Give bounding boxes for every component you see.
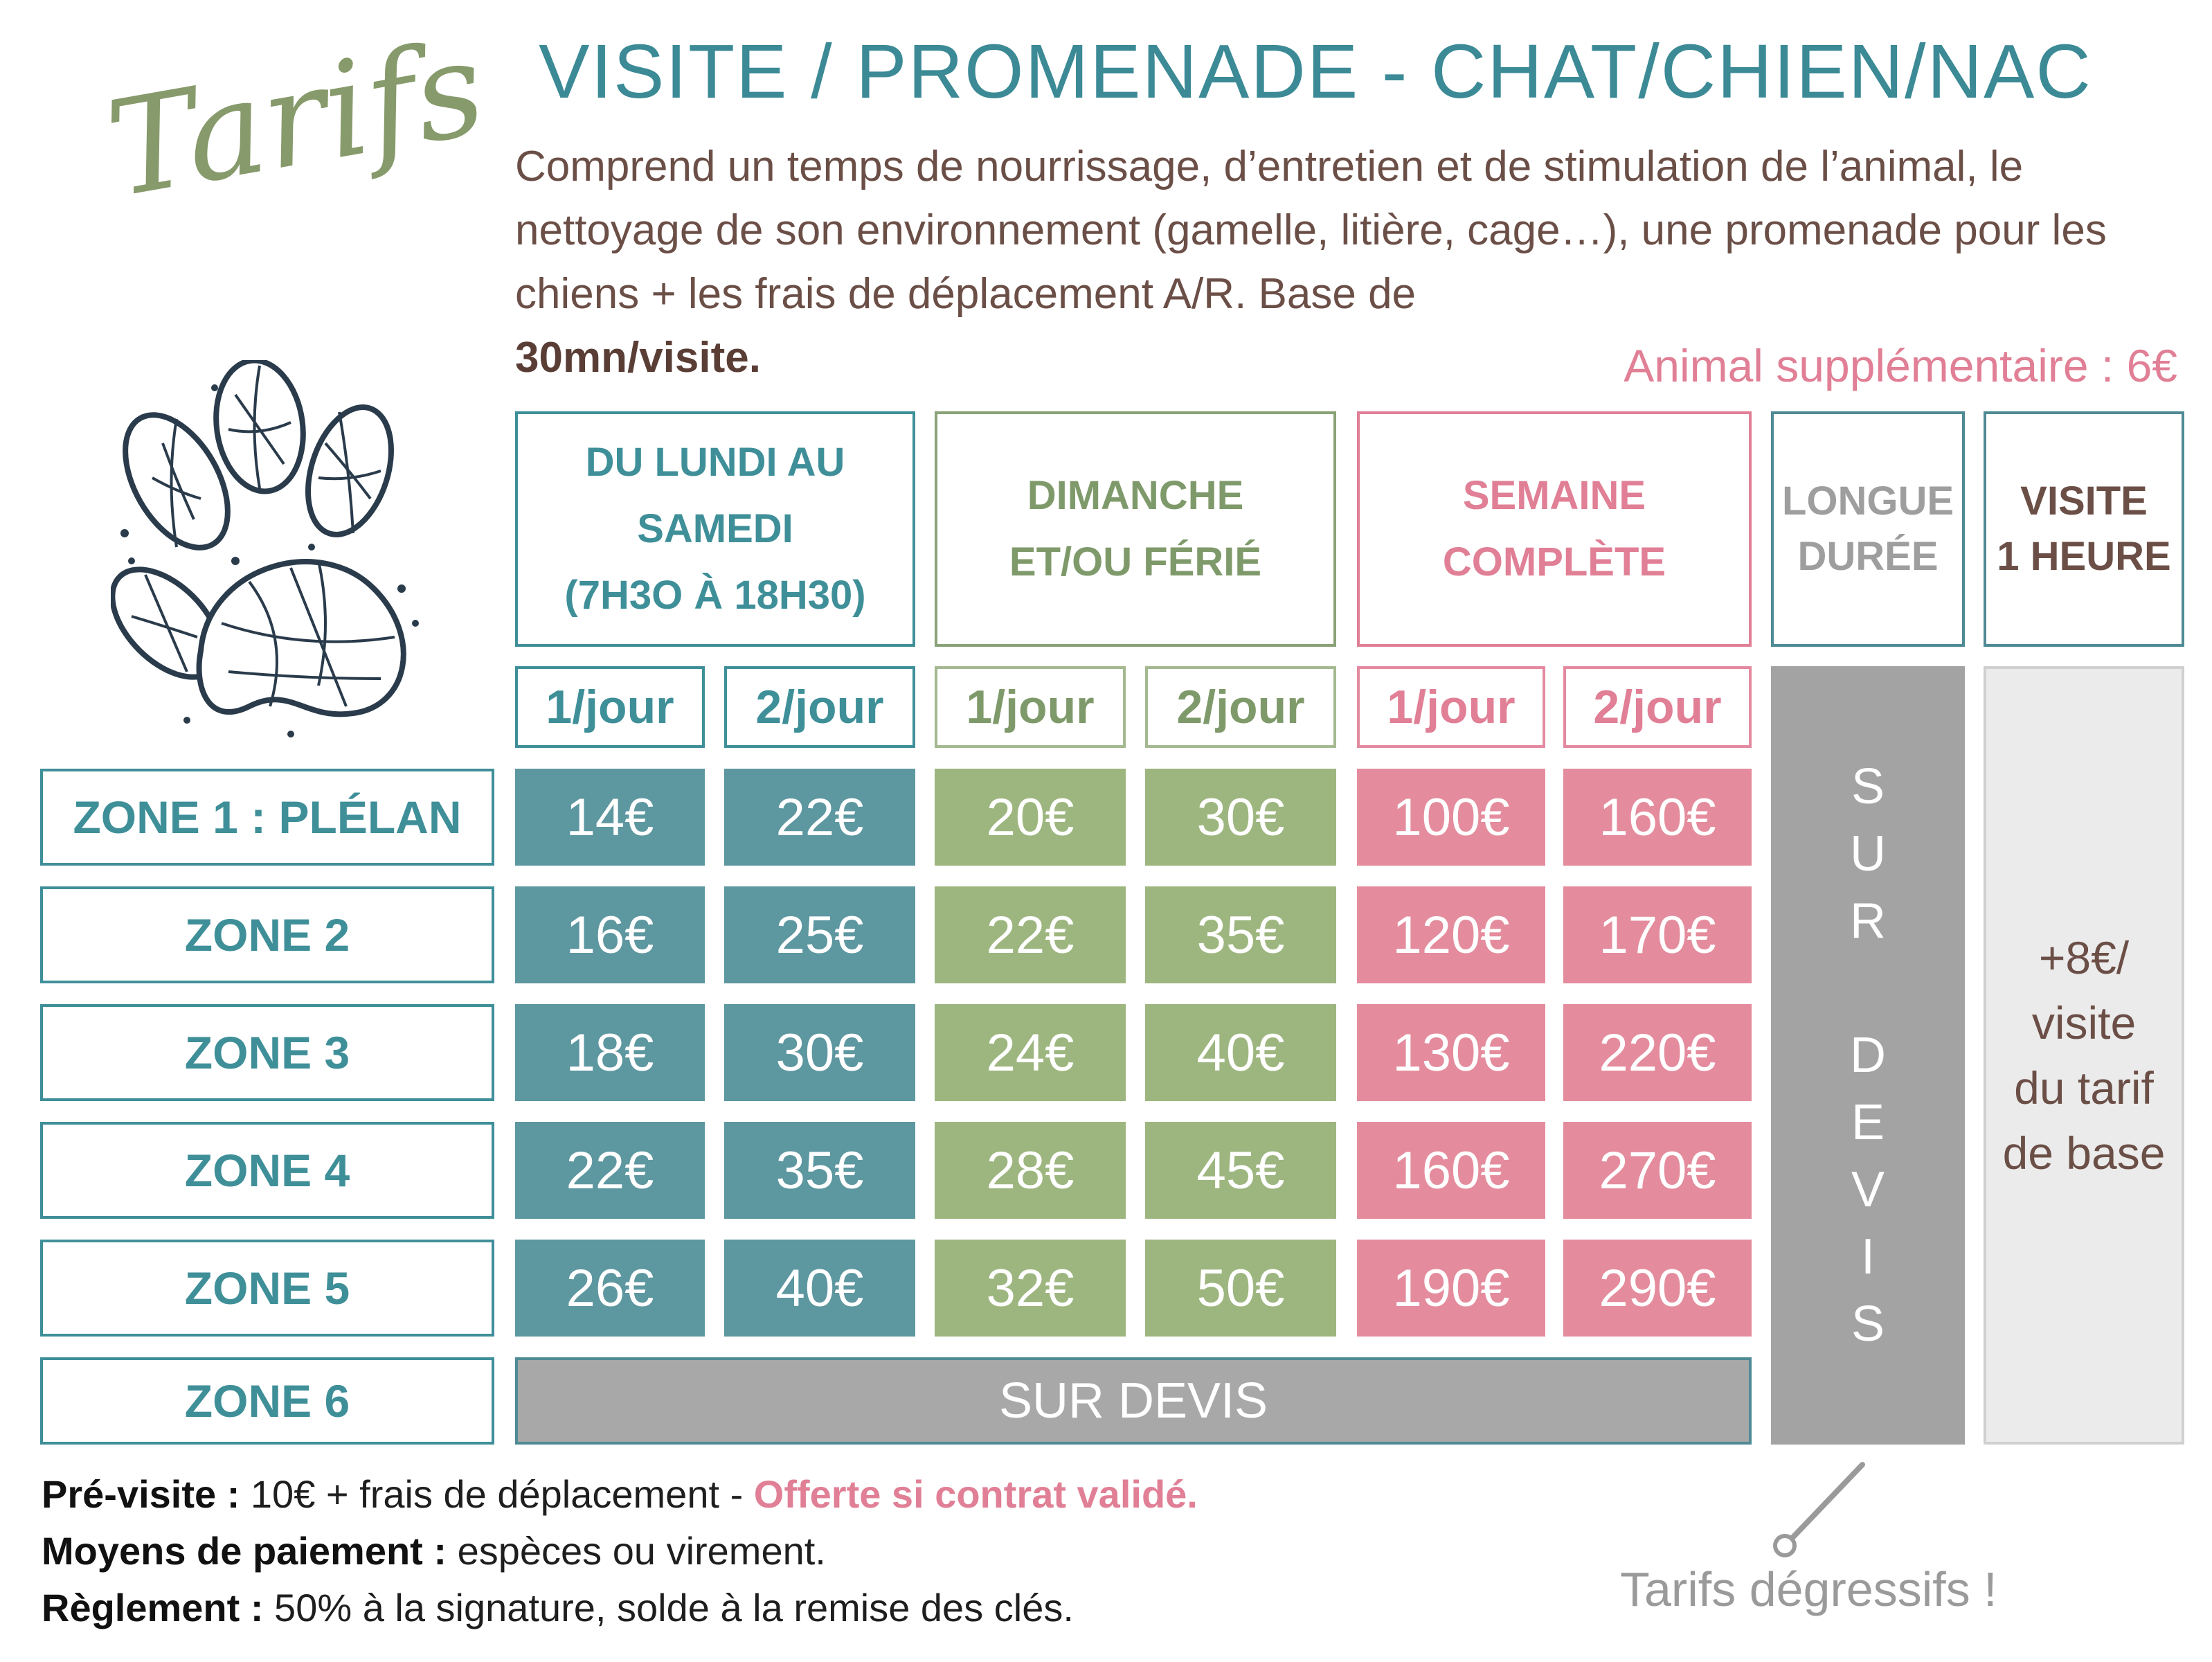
quote-letter: S — [1851, 758, 1885, 814]
price-cell: 24€ — [935, 1004, 1126, 1101]
header-one-hour-visit — [1984, 411, 2184, 647]
settlement-text: 50% à la signature, solde à la remise des clés. — [263, 1586, 1074, 1629]
zone-label-4: ZONE 4 — [40, 1122, 494, 1219]
header-monday-saturday — [515, 411, 915, 647]
price-cell: 160€ — [1357, 1122, 1545, 1219]
price-cell: 14€ — [515, 769, 705, 866]
extra-animal-price: Animal supplémentaire : 6€ — [1624, 340, 2177, 391]
page-title: VISITE / PROMENADE - CHAT/CHIEN/NAC — [539, 29, 2092, 114]
price-cell: 28€ — [935, 1122, 1126, 1219]
price-cell: 35€ — [724, 1122, 915, 1219]
price-cell: 160€ — [1563, 769, 1752, 866]
header-sunday-holiday — [935, 411, 1336, 647]
quote-letter: R — [1850, 893, 1886, 949]
long-duration-quote — [1771, 666, 1965, 1445]
quote-letter: S — [1851, 1296, 1885, 1352]
subheader-week-2-per-day: 2/jour — [724, 666, 915, 748]
header-week-line3: (7H3O À 18H30) — [564, 573, 866, 618]
zone-label-1: ZONE 1 : PLÉLAN — [40, 769, 494, 866]
price-cell: 40€ — [1145, 1004, 1336, 1101]
price-cell: 40€ — [724, 1240, 915, 1337]
price-cell: 45€ — [1145, 1122, 1336, 1219]
previsite-label: Pré-visite : — [42, 1472, 240, 1516]
price-cell: 120€ — [1357, 886, 1545, 983]
price-cell: 20€ — [935, 769, 1126, 866]
header-sunday-line2: ET/OU FÉRIÉ — [1009, 539, 1262, 584]
payment-label: Moyens de paiement : — [42, 1529, 447, 1573]
price-cell: 18€ — [515, 1004, 705, 1101]
price-cell: 22€ — [935, 886, 1126, 983]
previsite-line — [42, 1472, 1198, 1517]
price-cell: 30€ — [1145, 769, 1336, 866]
header-full-week-line2: COMPLÈTE — [1442, 539, 1666, 584]
header-long-line1: LONGUE — [1781, 479, 1954, 524]
price-cell: 25€ — [724, 886, 915, 983]
price-cell: 100€ — [1357, 769, 1545, 866]
price-cell: 170€ — [1563, 886, 1752, 983]
header-hour-line2: 1 HEURE — [1997, 534, 2171, 579]
description-text: Comprend un temps de nourrissage, d’entretien et de stimulation de l’animal, le nettoyage de son environnement (gamelle, litière, cage…), une promenade pour les chiens + les frais de déplacement A/R. Base de — [515, 143, 2107, 318]
price-cell: 26€ — [515, 1240, 705, 1337]
subheader-fullweek-1-per-day: 1/jour — [1357, 666, 1545, 748]
paw-print-icon — [111, 360, 443, 748]
header-hour-line1: VISITE — [2020, 479, 2148, 524]
quote-letter: I — [1860, 1228, 1875, 1285]
hour-visit-line: du tarif — [2014, 1062, 2154, 1114]
price-cell: 190€ — [1357, 1240, 1545, 1337]
hour-visit-line: visite — [2031, 997, 2137, 1048]
quote-letter: D — [1850, 1027, 1886, 1083]
subheader-week-1-per-day: 1/jour — [515, 666, 705, 748]
price-cell: 30€ — [724, 1004, 915, 1101]
settlement-label: Règlement : — [42, 1586, 264, 1629]
header-long-line2: DURÉE — [1797, 534, 1939, 579]
pointer-line-icon — [1759, 1454, 1883, 1565]
header-full-week — [1357, 411, 1752, 647]
price-cell: 290€ — [1563, 1240, 1752, 1337]
header-long-duration — [1771, 411, 1965, 647]
price-cell: 220€ — [1563, 1004, 1752, 1101]
zone-label-5: ZONE 5 — [40, 1240, 494, 1337]
price-cell: 130€ — [1357, 1004, 1545, 1101]
header-full-week-line1: SEMAINE — [1462, 473, 1646, 518]
hour-visit-line: de base — [2002, 1127, 2166, 1179]
tarifs-script-title: Tarifs — [97, 10, 495, 227]
zone-label-3: ZONE 3 — [40, 1004, 494, 1101]
zone-label-6: ZONE 6 — [40, 1357, 494, 1445]
header-sunday-line1: DIMANCHE — [1027, 473, 1244, 518]
quote-letter: E — [1851, 1094, 1885, 1150]
previsite-text: 10€ + frais de déplacement - — [240, 1472, 754, 1516]
header-week-line1: DU LUNDI AU — [585, 440, 845, 485]
one-hour-visit-price — [1984, 666, 2184, 1445]
price-cell: 16€ — [515, 886, 705, 983]
payment-line — [42, 1528, 826, 1573]
quote-letter: U — [1850, 825, 1886, 882]
zone6-quote: SUR DEVIS — [515, 1357, 1752, 1445]
subheader-sunday-1-per-day: 1/jour — [935, 666, 1126, 748]
zone-label-2: ZONE 2 — [40, 886, 494, 983]
price-cell: 35€ — [1145, 886, 1336, 983]
subheader-sunday-2-per-day: 2/jour — [1145, 666, 1336, 748]
quote-letter: V — [1851, 1161, 1885, 1217]
hour-visit-line: +8€/ — [2038, 932, 2130, 983]
price-cell: 22€ — [515, 1122, 705, 1219]
payment-text: espèces ou virement. — [447, 1529, 826, 1573]
description-base-duration: 30mn/visite. — [515, 334, 761, 382]
subheader-fullweek-2-per-day: 2/jour — [1563, 666, 1752, 748]
degressive-pricing-note: Tarifs dégressifs ! — [1620, 1562, 1997, 1616]
previsite-offer: Offerte si contrat validé. — [753, 1472, 1198, 1516]
settlement-line — [42, 1585, 1074, 1630]
price-cell: 50€ — [1145, 1240, 1336, 1337]
price-cell: 32€ — [935, 1240, 1126, 1337]
price-cell: 270€ — [1563, 1122, 1752, 1219]
header-week-line2: SAMEDI — [637, 506, 793, 551]
price-cell: 22€ — [724, 769, 915, 866]
